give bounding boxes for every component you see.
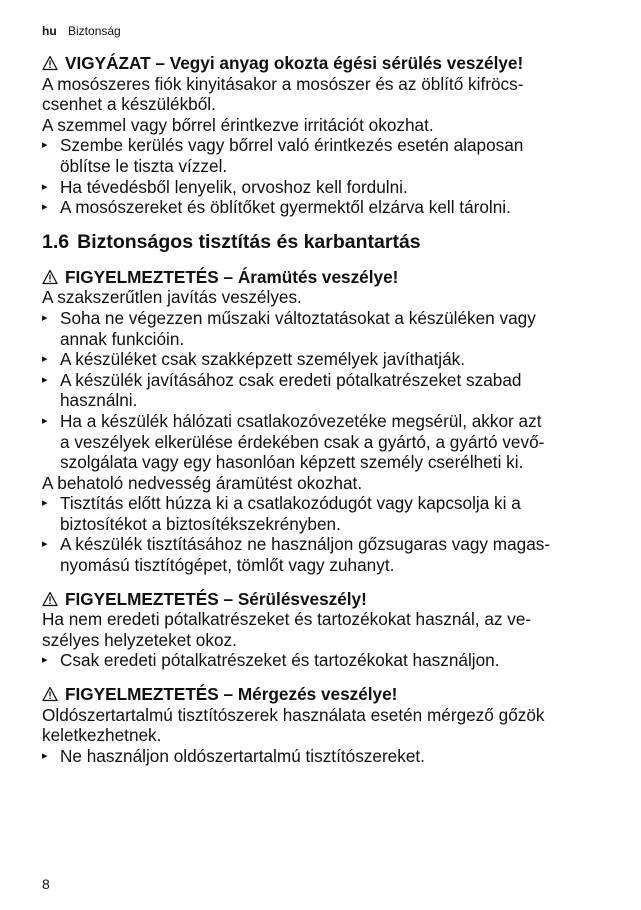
bullet-marker: ▸ — [42, 353, 48, 366]
text-line: A készülék javításához csak eredeti pótalkatrészeket szabad — [60, 369, 522, 390]
text-line: Ha nem eredeti pótalkatrészeket és tartozékokat használ, az ve- — [42, 609, 532, 630]
bullet-item — [42, 349, 602, 370]
warning-title-text: FIGYELMEZTETÉS – Áramütés veszélye! — [65, 266, 399, 287]
bullet-marker: ▸ — [42, 414, 48, 427]
page-content — [42, 53, 602, 779]
text-line: Szembe kerülés vagy bőrrel való érintkezés esetén alaposan — [60, 135, 524, 156]
paragraph — [42, 609, 602, 650]
running-header — [42, 24, 121, 38]
warning-triangle-icon — [42, 686, 58, 702]
language-code: hu — [42, 24, 57, 38]
bullet-item — [42, 534, 602, 575]
bullet-marker: ▸ — [42, 201, 48, 214]
text-line: Ha a készülék hálózati csatlakozóvezetéke megsérül, akkor azt — [60, 410, 542, 431]
bullet-item — [42, 493, 602, 534]
section-number: 1.6 — [42, 230, 70, 253]
bullet-item — [42, 177, 602, 198]
text-line: A készüléket csak szakképzett személyek javíthatják. — [60, 349, 466, 370]
paragraph: A behatoló nedvesség áramütést okozhat. — [42, 472, 363, 493]
text-line: Tisztítás előtt húzza ki a csatlakozódugót vagy kapcsolja ki a — [60, 493, 521, 514]
text-line: a veszélyek elkerülése érdekében csak a gyártó, a gyártó vevő- — [60, 431, 545, 452]
text-line: szolgálata vagy egy hasonlóan képzett személy cserélheti ki. — [60, 452, 524, 473]
warning-title-text: FIGYELMEZTETÉS – Sérülésveszély! — [65, 588, 367, 609]
text-line: A mosószeres fiók kinyitásakor a mosószer és az öblítő kifröcs- — [42, 73, 524, 94]
page-number: 8 — [42, 876, 50, 892]
warning-injury — [42, 589, 602, 671]
bullet-item — [42, 746, 602, 767]
warning-poisoning — [42, 684, 602, 766]
text-line: Soha ne végezzen műszaki változtatásokat a készüléken vagy — [60, 307, 536, 328]
warning-title — [42, 267, 602, 288]
warning-title-text: FIGYELMEZTETÉS – Mérgezés veszélye! — [65, 684, 398, 705]
text-line: használni. — [60, 390, 138, 411]
text-line: biztosítékot a biztosítékszekrényben. — [60, 513, 341, 534]
warning-title — [42, 53, 602, 74]
bullet-item — [42, 197, 602, 218]
text-line: öblítse le tiszta vízzel. — [60, 155, 228, 176]
bullet-marker: ▸ — [42, 139, 48, 152]
bullet-item — [42, 411, 602, 473]
warning-triangle-icon — [42, 269, 58, 285]
warning-triangle-icon — [42, 591, 58, 607]
bullet-marker: ▸ — [42, 749, 48, 762]
warning-triangle-icon — [42, 55, 58, 71]
bullet-marker: ▸ — [42, 538, 48, 551]
text-line: A készülék tisztításához ne használjon gőzsugaras vagy magas- — [60, 534, 551, 555]
warning-title — [42, 684, 602, 705]
text-line: szélyes helyzeteket okoz. — [42, 629, 237, 650]
text-line: keletkezhetnek. — [42, 725, 162, 746]
section-title: Biztonságos tisztítás és karbantartás — [77, 230, 421, 253]
section-name: Biztonság — [68, 24, 121, 38]
bullet-marker: ▸ — [42, 497, 48, 510]
warning-electric-shock — [42, 267, 602, 576]
bullet-item — [42, 650, 602, 671]
bullet-item — [42, 370, 602, 411]
bullet-marker: ▸ — [42, 373, 48, 386]
warning-title-text: VIGYÁZAT – Vegyi anyag okozta égési sérülés veszélye! — [65, 53, 524, 73]
text-line: Ne használjon oldószertartalmú tisztítószereket. — [60, 745, 425, 766]
text-line: A mosószereket és öblítőket gyermektől elzárva kell tárolni. — [60, 197, 511, 218]
text-line: csenhet a készülékből. — [42, 94, 216, 115]
paragraph: A szakszerűtlen javítás veszélyes. — [42, 287, 302, 308]
paragraph — [42, 705, 602, 746]
text-line: Csak eredeti pótalkatrészeket és tartozékokat használjon. — [60, 650, 500, 671]
bullet-marker: ▸ — [42, 654, 48, 667]
bullet-marker: ▸ — [42, 311, 48, 324]
warning-title — [42, 589, 602, 610]
warning-chemical-burn — [42, 53, 602, 218]
bullet-item — [42, 135, 602, 176]
text-line: Ha tévedésből lenyelik, orvoshoz kell fordulni. — [60, 176, 408, 197]
section-heading — [42, 231, 602, 253]
text-line: Oldószertartalmú tisztítószerek használata esetén mérgező gőzök — [42, 704, 545, 725]
text-line: nyomású tisztítógépet, tömlőt vagy zuhanyt. — [60, 555, 395, 576]
text-line: annak funkcióin. — [60, 328, 185, 349]
paragraph — [42, 74, 602, 115]
bullet-marker: ▸ — [42, 180, 48, 193]
bullet-item — [42, 308, 602, 349]
paragraph: A szemmel vagy bőrrel érintkezve irritációt okozhat. — [42, 114, 434, 135]
